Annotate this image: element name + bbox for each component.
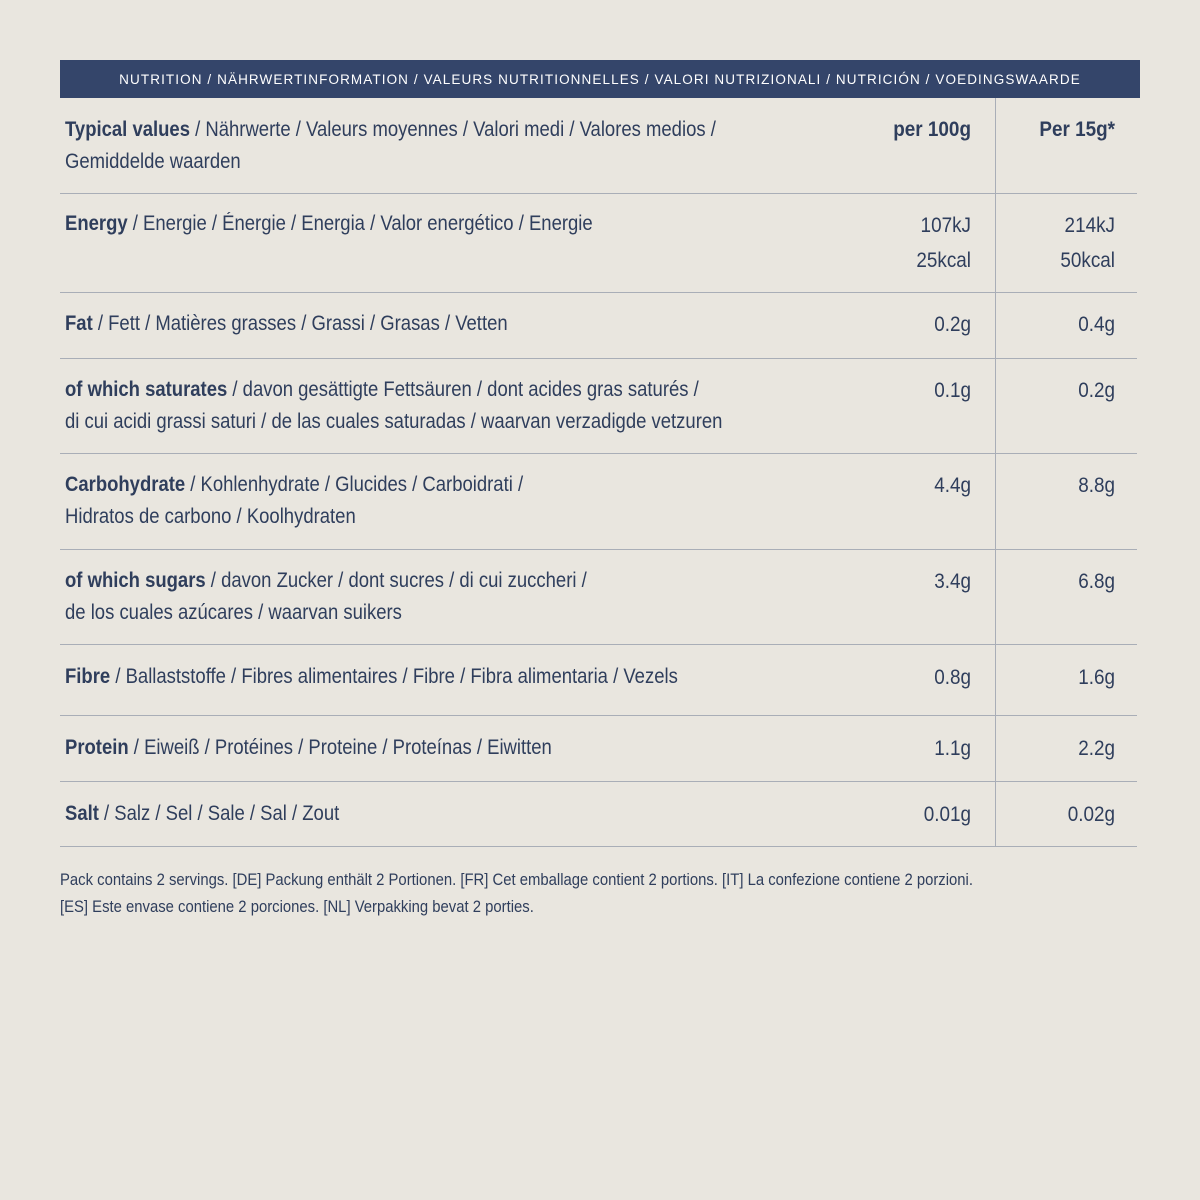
per-100g-value: 0.1g: [934, 379, 971, 402]
per-100g-value: 0.8g: [934, 666, 971, 689]
per-15g-value: 6.8g: [1078, 570, 1115, 593]
row-label: Energy / Energie / Énergie / Energia / Valor energético / Energie: [65, 212, 593, 235]
per-15g-value: 214kJ 50kcal: [1060, 214, 1115, 272]
typical-values-bold: Typical values: [65, 118, 190, 141]
per-100g-value: 3.4g: [934, 570, 971, 593]
table-row: [60, 293, 1137, 359]
typical-values-label: Typical values / Nährwerte / Valeurs moyennes / Valori medi / Valores medios / Gemiddelde waarden: [65, 118, 716, 173]
per-15g-value: 0.2g: [1078, 379, 1115, 402]
per-15g-value: 8.8g: [1078, 474, 1115, 497]
per-100g-value: 0.2g: [934, 313, 971, 336]
per-100g-value: 0.01g: [923, 803, 971, 826]
per-15g-value: 2.2g: [1078, 737, 1115, 760]
per-100g-value: 4.4g: [934, 474, 971, 497]
per-100g-value: 1.1g: [934, 737, 971, 760]
row-label: Salt / Salz / Sel / Sale / Sal / Zout: [65, 802, 340, 825]
table-row: [60, 454, 1137, 550]
servings-footnote: Pack contains 2 servings. [DE] Packung enthält 2 Portionen. [FR] Cet emballage contient 2 portions. [IT] La confezione contiene 2 porzioni. [ES] Este envase contiene 2 porciones. [NL] Verpakking bevat 2 porties.: [60, 871, 973, 916]
table-row: [60, 359, 1137, 454]
table-row: [60, 645, 1137, 716]
row-label: Carbohydrate / Kohlenhydrate / Glucides / Carboidrati / Hidratos de carbono / Koolhydraten: [65, 473, 524, 528]
table-row: [60, 782, 1137, 847]
nutrition-table: [60, 98, 1137, 847]
row-label: Fibre / Ballaststoffe / Fibres alimentaires / Fibre / Fibra alimentaria / Vezels: [65, 665, 678, 688]
per-15g-header: Per 15g*: [1039, 118, 1115, 141]
table-title: NUTRITION / NÄHRWERTINFORMATION / VALEURS NUTRITIONNELLES / VALORI NUTRIZIONALI / NUTRICIÓN / VOEDINGSWAARDE: [119, 71, 1081, 87]
table-row: [60, 716, 1137, 782]
row-label: Protein / Eiweiß / Protéines / Proteine / Proteínas / Eiwitten: [65, 736, 552, 759]
per-15g-value: 1.6g: [1078, 666, 1115, 689]
row-label: of which saturates / davon gesättigte Fettsäuren / dont acides gras saturés / di cui acidi grassi saturi / de las cuales saturadas / waarvan verzadigde vetzuren: [65, 378, 723, 433]
table-row: [60, 194, 1137, 293]
row-label: Fat / Fett / Matières grasses / Grassi / Grasas / Vetten: [65, 312, 508, 335]
per-15g-value: 0.02g: [1067, 803, 1115, 826]
table-row: [60, 550, 1137, 645]
table-title-bar: [60, 60, 1140, 98]
per-100g-header: per 100g: [893, 118, 971, 141]
per-100g-value: 107kJ 25kcal: [916, 214, 971, 272]
column-header-row: [60, 98, 1137, 194]
row-label: of which sugars / davon Zucker / dont sucres / di cui zuccheri / de los cuales azúcares / waarvan suikers: [65, 569, 587, 624]
per-15g-value: 0.4g: [1078, 313, 1115, 336]
